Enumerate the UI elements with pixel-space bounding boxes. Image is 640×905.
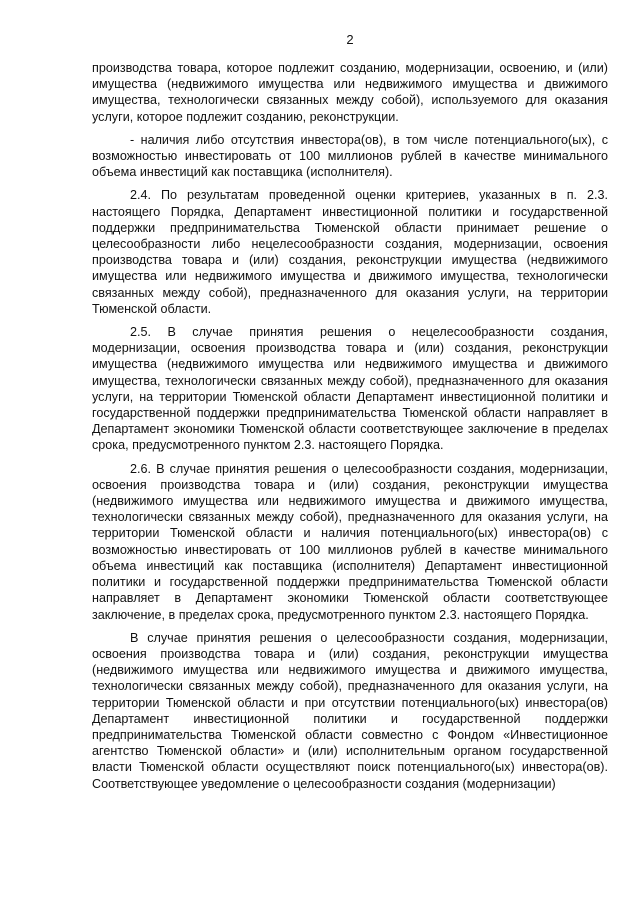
paragraph-2-4: 2.4. По результатам проведенной оценки критериев, указанных в п. 2.3. настоящего Порядка, Департамент инвестиционной политики и государственной поддержки предпринимательства Тюменской области принимает решение о целесообразности либо нецелесообразности создания, модернизации, освоения производства товара и (или) создания, реконструкции имущества (недвижимого имущества или недвижимого имущества и движимого имущества, технологически связанных между собой), предназначенного для оказания услуги, на территории Тюменской области. <box>92 188 608 316</box>
document-body <box>92 60 608 792</box>
paragraph-2-5: 2.5. В случае принятия решения о нецелесообразности создания, модернизации, освоения производства товара и (или) создания, реконструкции имущества (недвижимого имущества или недвижимого имущества и движимого имущества, технологически связанных между собой), предназначенного для оказания услуги, на территории Тюменской области Департамент инвестиционной политики и государственной поддержки предпринимательства Тюменской области направляет в Департамент экономики Тюменской области соответствующее заключение в пределах срока, предусмотренного пунктом 2.3. настоящего Порядка. <box>92 325 608 453</box>
paragraph-2-6: 2.6. В случае принятия решения о целесообразности создания, модернизации, освоения производства товара и (или) создания, реконструкции имущества (недвижимого имущества или недвижимого имущества и движимого имущества, технологически связанных между собой), предназначенного для оказания услуги, на территории Тюменской области и наличия потенциального(ых) инвестора(ов) с возможностью инвестировать от 100 миллионов рублей в качестве минимального объема инвестиций как поставщика (исполнителя) Департамент инвестиционной политики и государственной поддержки предпринимательства Тюменской области направляет в Департамент экономики Тюменской области соответствующее заключение, в пределах срока, предусмотренного пунктом 2.3. настоящего Порядка. <box>92 461 608 622</box>
paragraph-2-6-continued: В случае принятия решения о целесообразности создания, модернизации, освоения производства товара и (или) создания, реконструкции имущества (недвижимого имущества или недвижимого имущества и движимого имущества, технологически связанных между собой), предназначенного для оказания услуги, на территории Тюменской области и при отсутствии потенциального(ых) инвестора(ов) Департамент инвестиционной политики и государственной поддержки предпринимательства Тюменской области совместно с Фондом «Инвестиционное агентство Тюменской области» и (или) исполнительным органом государственной власти Тюменской области осуществляют поиск потенциального(ых) инвестора(ов). Соответствующее уведомление о целесообразности создания (модернизации) <box>92 630 608 791</box>
page-number: 2 <box>346 32 354 47</box>
paragraph-investor-criterion: - наличия либо отсутствия инвестора(ов), в том числе потенциального(ых), с возможностью инвестировать от 100 миллионов рублей в качестве минимального объема инвестиций как поставщика (исполнителя). <box>92 132 608 180</box>
paragraph-continuation: производства товара, которое подлежит созданию, модернизации, освоению, и (или) имущества (недвижимого имущества или недвижимого имущества и движимого имущества, технологически связанных между собой), используемого для оказания услуги, которое подлежит созданию, реконструкции. <box>92 61 608 124</box>
